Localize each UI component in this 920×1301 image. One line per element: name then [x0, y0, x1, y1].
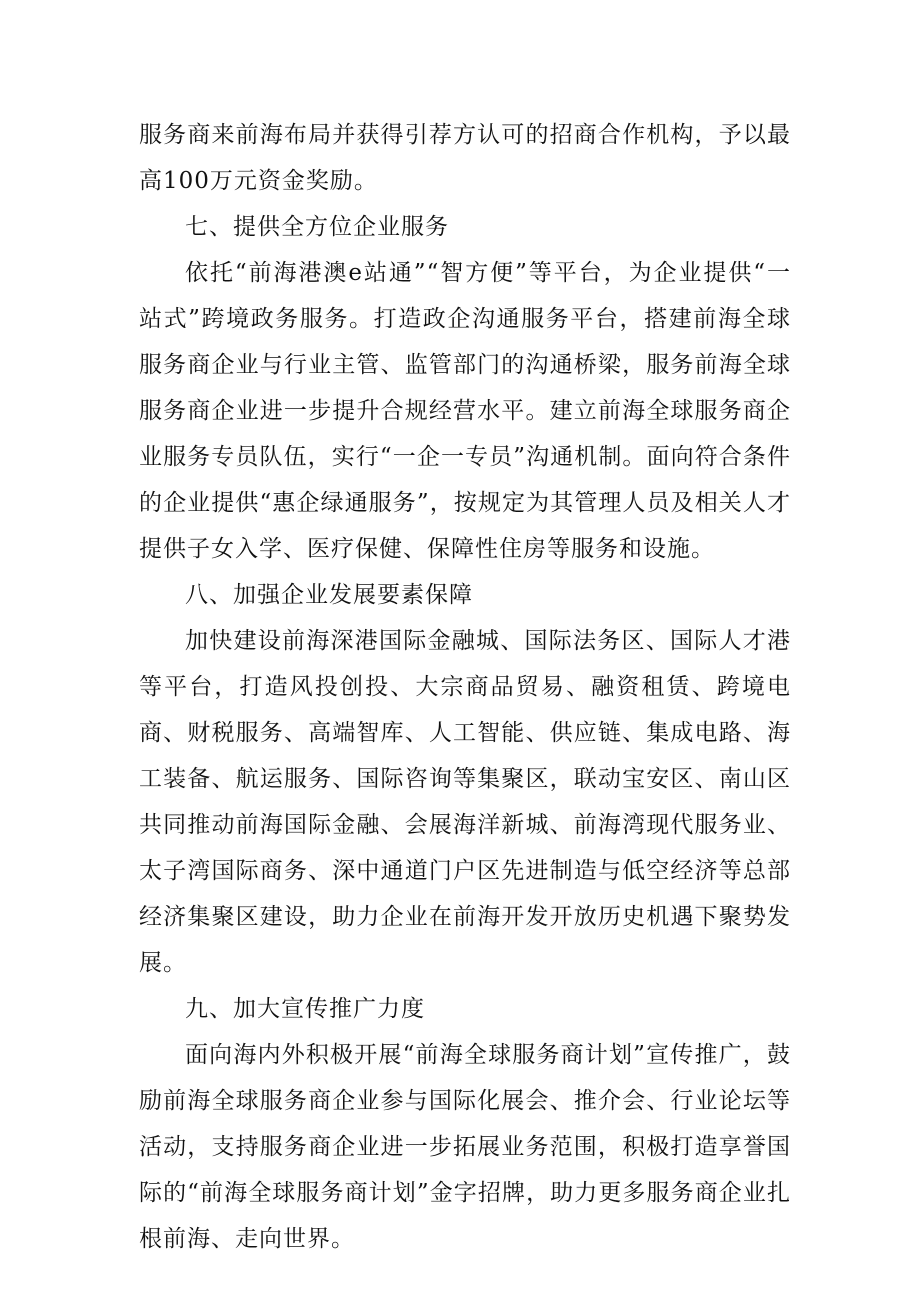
section-7	[139, 204, 791, 572]
section-9	[139, 986, 791, 1262]
section-heading: 七、提供全方位企业服务	[185, 214, 449, 240]
document-content	[139, 112, 791, 1262]
section-heading: 九、加大宣传推广力度	[185, 996, 425, 1022]
section-body: 依托“前海港澳e站通”“智方便”等平台，为企业提供“一站式”跨境政务服务。打造政企沟通服务平台，搭建前海全球服务商企业与行业主管、监管部门的沟通桥梁，服务前海全球服务商企业进一步提升合规经营水平。建立前海全球服务商企业服务专员队伍，实行“一企一专员”沟通机制。面向符合条件的企业提供“惠企绿通服务”，按规定为其管理人员及相关人才提供子女入学、医疗保健、保障性住房等服务和设施。	[139, 260, 791, 562]
section-8	[139, 572, 791, 986]
section-heading: 八、加强企业发展要素保障	[185, 582, 473, 608]
section-body: 加快建设前海深港国际金融城、国际法务区、国际人才港等平台，打造风投创投、大宗商品贸易、融资租赁、跨境电商、财税服务、高端智库、人工智能、供应链、集成电路、海工装备、航运服务、国际咨询等集聚区，联动宝安区、南山区共同推动前海国际金融、会展海洋新城、前海湾现代服务业、太子湾国际商务、深中通道门户区先进制造与低空经济等总部经济集聚区建设，助力企业在前海开发开放历史机遇下聚势发展。	[139, 628, 791, 976]
continued-paragraph: 服务商来前海布局并获得引荐方认可的招商合作机构，予以最高100万元资金奖励。	[139, 122, 791, 194]
section-body: 面向海内外积极开展“前海全球服务商计划”宣传推广，鼓励前海全球服务商企业参与国际化展会、推介会、行业论坛等活动，支持服务商企业进一步拓展业务范围，积极打造享誉国际的“前海全球服务商计划”金字招牌，助力更多服务商企业扎根前海、走向世界。	[139, 1042, 791, 1252]
